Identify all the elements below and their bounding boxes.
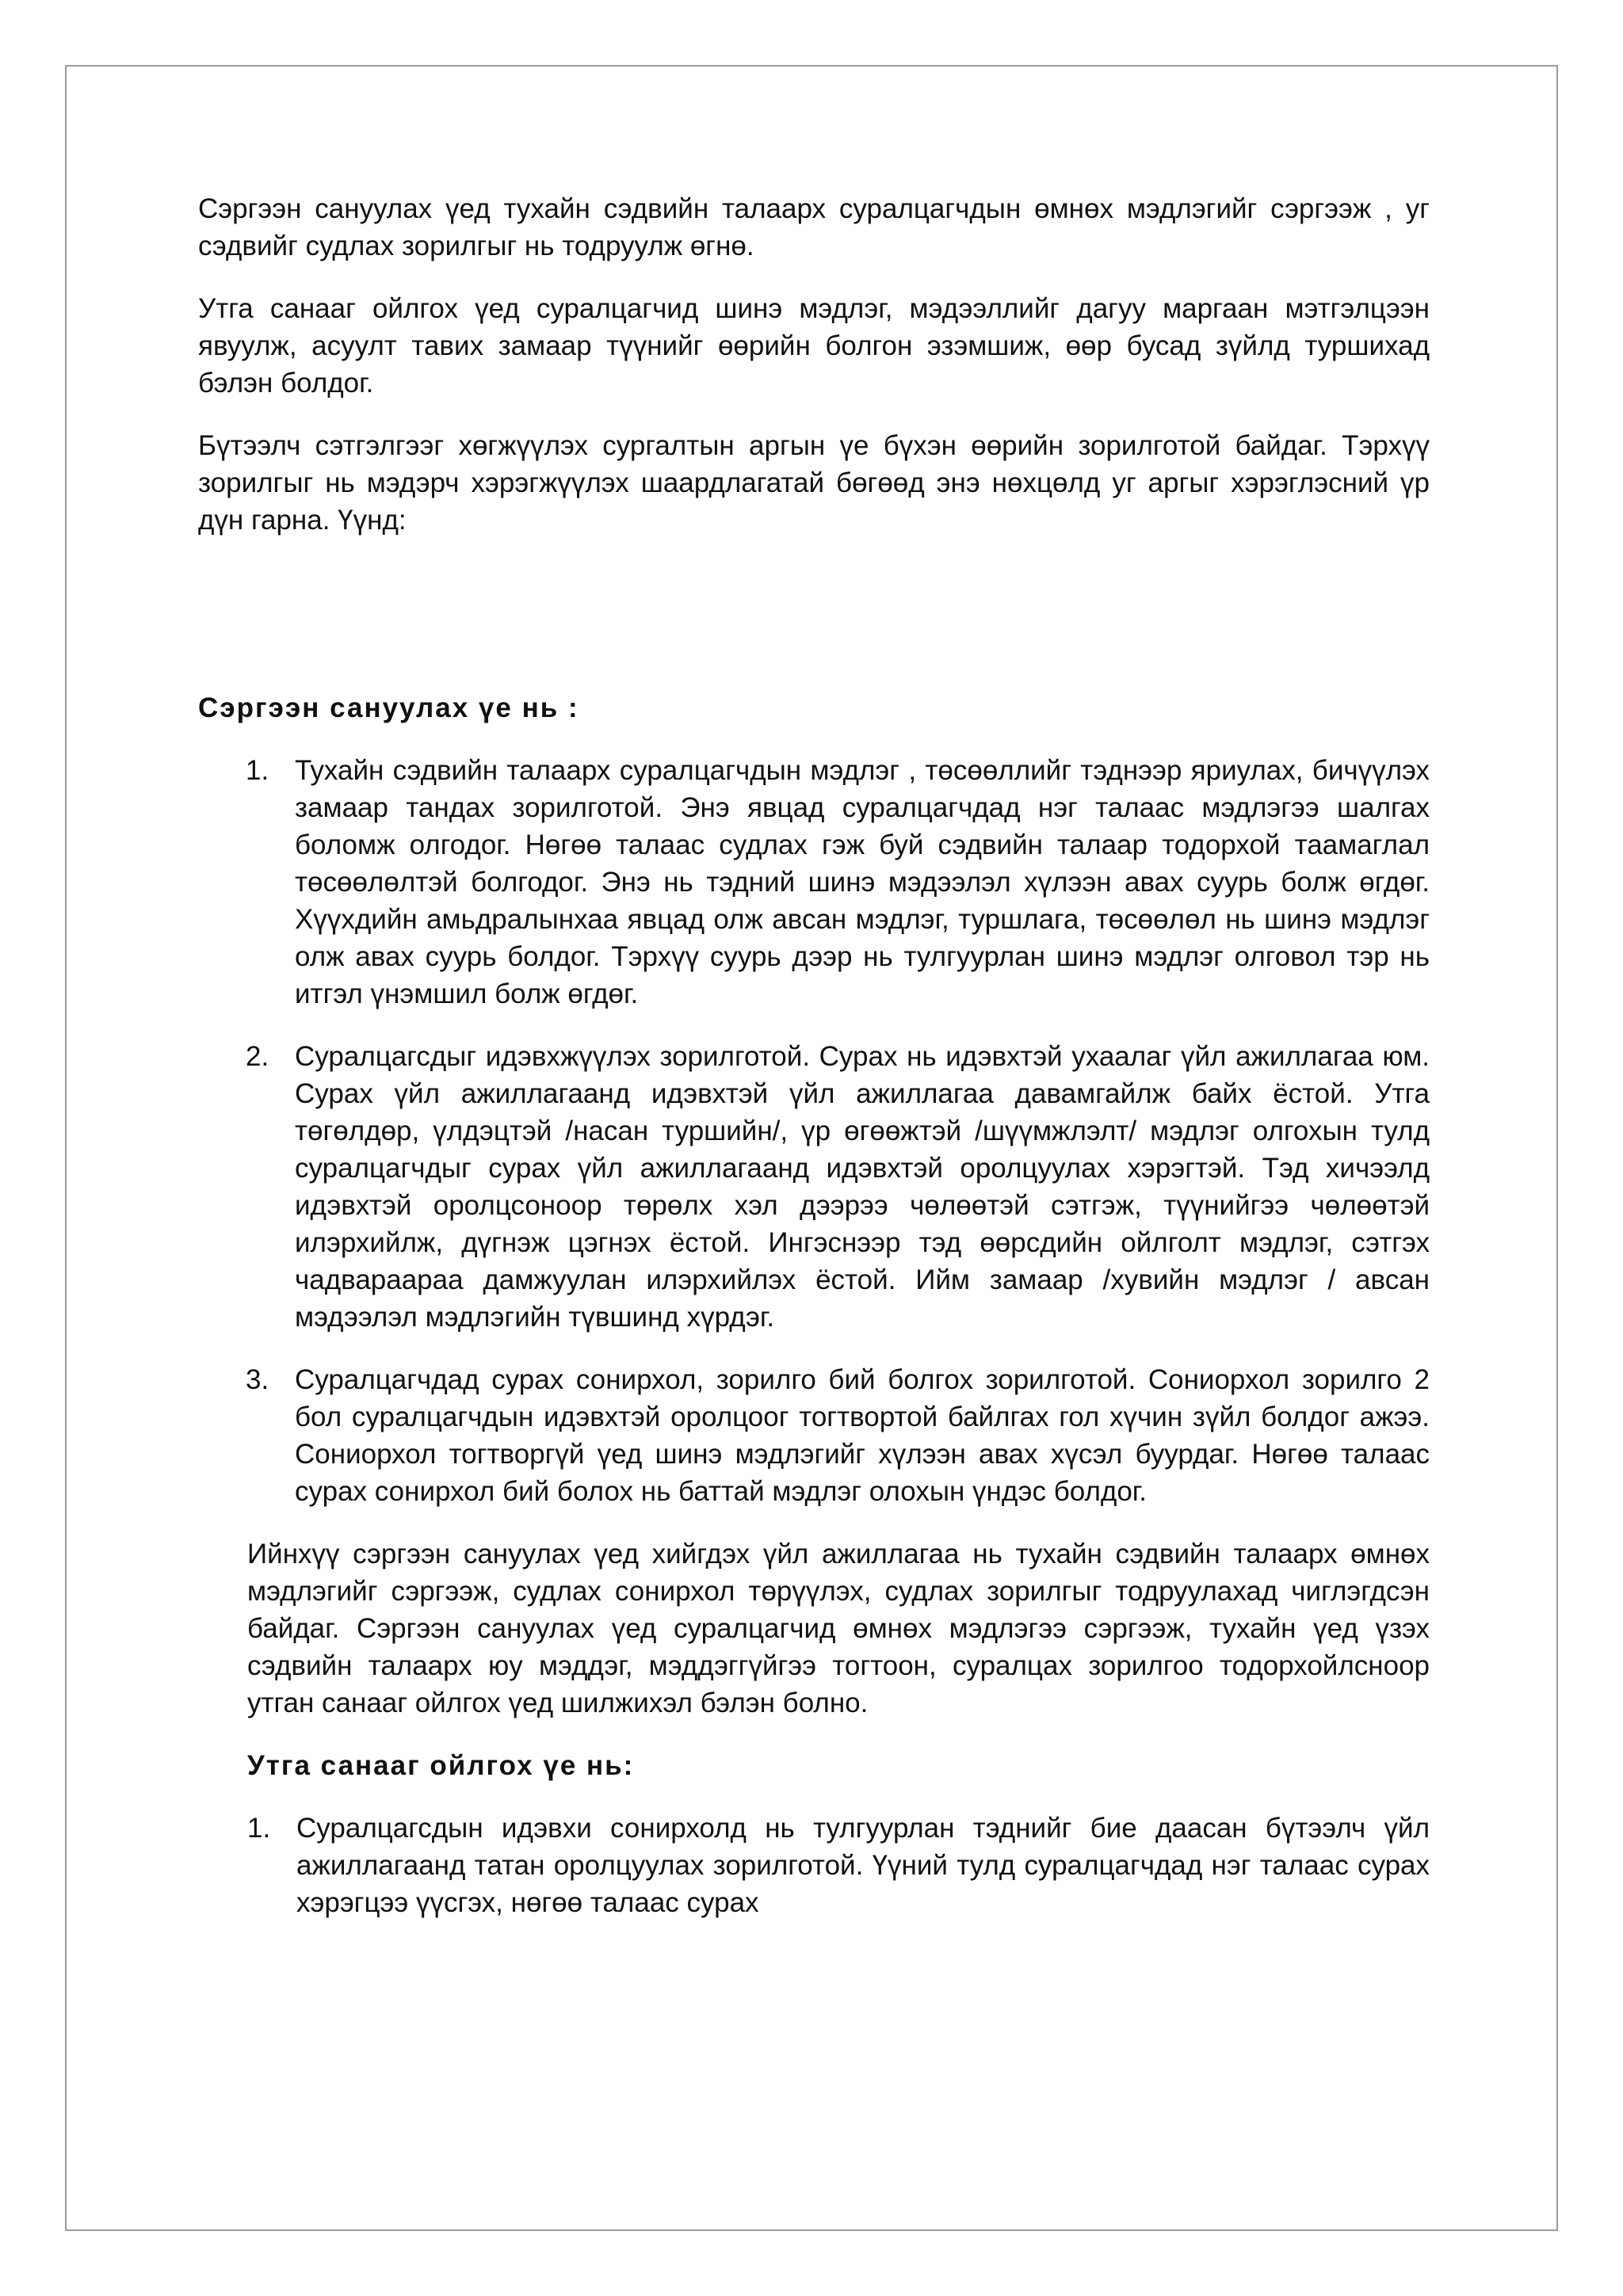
list-item-text: Суралцагчдад сурах сонирхол, зорилго бий болгох зорилготой. Сониорхол зорилго 2 бол суралцагчдын идэвхтэй оролцоог тогтвортой байлгах гол хүчин зүйл болдог ажээ. Сониорхол тогтворгүй үед шинэ мэдлэгийг хүлээн авах хүсэл буурдаг. Нөгөө талаас сурах сонирхол бий болох нь баттай мэдлэг олохын үндэс болдог. xyxy=(295,1364,1430,1507)
summary-paragraph: Ийнхүү сэргээн сануулах үед хийгдэх үйл ажиллагаа нь тухайн сэдвийн талаарх өмнөх мэдлэгийг сэргээж, судлах сонирхол төрүүлэх, судлах зорилгыг тодруулахад чиглэгдсэн байдаг. Сэргээн сануулах үед суралцагчид өмнөх мэдлэгээ сэргээж, тухайн үед үзэх сэдвийн талаарх юу мэддэг, мэддэггүйгээ тогтоон, суралцах зорилгоо тодорхойлсноор утган санааг ойлгох үед шилжихэл бэлэн болно. xyxy=(247,1539,1430,1718)
understanding-stage-list xyxy=(247,1810,1430,1921)
list-item-text: Суралцагсдын идэвхи сонирхолд нь тулгуурлан тэднийг бие даасан бүтээлч үйл ажиллагаанд татан оролцуулах зорилготой. Үүний тулд суралцагчдад нэг талаас сурах хэрэгцээ үүсгэх, нөгөө талаас сурах xyxy=(296,1813,1430,1918)
document-body xyxy=(198,190,1430,1947)
list-item-number: 1. xyxy=(247,1813,271,1844)
intro-paragraph-3: Бүтээлч сэтгэлгээг хөгжүүлэх сургалтын аргын үе бүхэн өөрийн зорилготой байдаг. Тэрхүү зорилгыг нь мэдэрч хэрэгжүүлэх шаардлагатай бөгөөд энэ нөхцөлд уг аргыг хэрэглэсний үр дүн гарна. Үүнд: xyxy=(198,430,1430,536)
section-spacer xyxy=(198,564,1430,689)
list-item xyxy=(246,752,1430,1013)
intro-paragraph-2: Утга санааг ойлгох үед суралцагчид шинэ мэдлэг, мэдээллийг дагуу маргаан мэтгэлцээн явуулж, асуулт тавих замаар түүнийг өөрийн болгон эзэмшиж, өөр бусад зүйлд туршихад бэлэн болдог. xyxy=(198,293,1430,399)
list-item-number: 1. xyxy=(246,755,269,786)
recall-stage-list xyxy=(198,752,1430,1510)
list-item xyxy=(246,1361,1430,1510)
list-item-number: 2. xyxy=(246,1041,269,1072)
list-item xyxy=(246,1038,1430,1336)
list-item-text: Суралцагсдыг идэвхжүүлэх зорилготой. Сурах нь идэвхтэй ухаалаг үйл ажиллагаа юм. Сурах үйл ажиллагаанд идэвхтэй үйл ажиллагаа давамгайлж байх ёстой. Утга төгөлдөр, үлдэцтэй /насан туршийн/, үр өгөөжтэй /шүүмжлэлт/ мэдлэг олгохын тулд суралцагчдыг сурах үйл ажиллагаанд идэвхтэй оролцуулах хэрэгтэй. Тэд хичээлд идэвхтэй оролцсоноор төрөлх хэл дээрээ чөлөөтэй сэтгэж, түүнийгээ чөлөөтэй илэрхийлж, дүгнэж цэгнэх ёстой. Ингэснээр тэд өөрсдийн ойлголт мэдлэг, сэтгэх чадвараараа дамжуулан илэрхийлэх ёстой. Ийм замаар /хувийн мэдлэг / авсан мэдээлэл мэдлэгийн түвшинд хүрдэг. xyxy=(295,1041,1430,1333)
intro-paragraph-1: Сэргээн сануулах үед тухайн сэдвийн талаарх суралцагчдын өмнөх мэдлэгийг сэргээж , уг сэдвийг судлах зорилгыг нь тодруулж өгнө. xyxy=(198,193,1430,261)
indented-block xyxy=(198,1535,1430,1921)
section-heading-understanding: Утга санааг ойлгох үе нь: xyxy=(247,1750,635,1781)
section-heading-recall: Сэргээн сануулах үе нь : xyxy=(198,692,579,723)
list-item xyxy=(247,1810,1430,1921)
list-item-text: Тухайн сэдвийн талаарх суралцагчдын мэдлэг , төсөөллийг тэднээр яриулах, бичүүлэх замаар тандах зорилготой. Энэ явцад суралцагчдад нэг талаас мэдлэгээ шалгах боломж олгодог. Нөгөө талаас судлах гэж буй сэдвийн талаар тодорхой таамаглал төсөөлөлтэй болгодог. Энэ нь тэдний шинэ мэдээлэл хүлээн авах суурь болж өгдөг. Хүүхдийн амьдралынхаа явцад олж авсан мэдлэг, туршлага, төсөөлөл нь шинэ мэдлэг олж авах суурь болдог. Тэрхүү суурь дээр нь тулгуурлан шинэ мэдлэг олговол тэр нь итгэл үнэмшил болж өгдөг. xyxy=(295,755,1430,1009)
list-item-number: 3. xyxy=(246,1364,269,1395)
